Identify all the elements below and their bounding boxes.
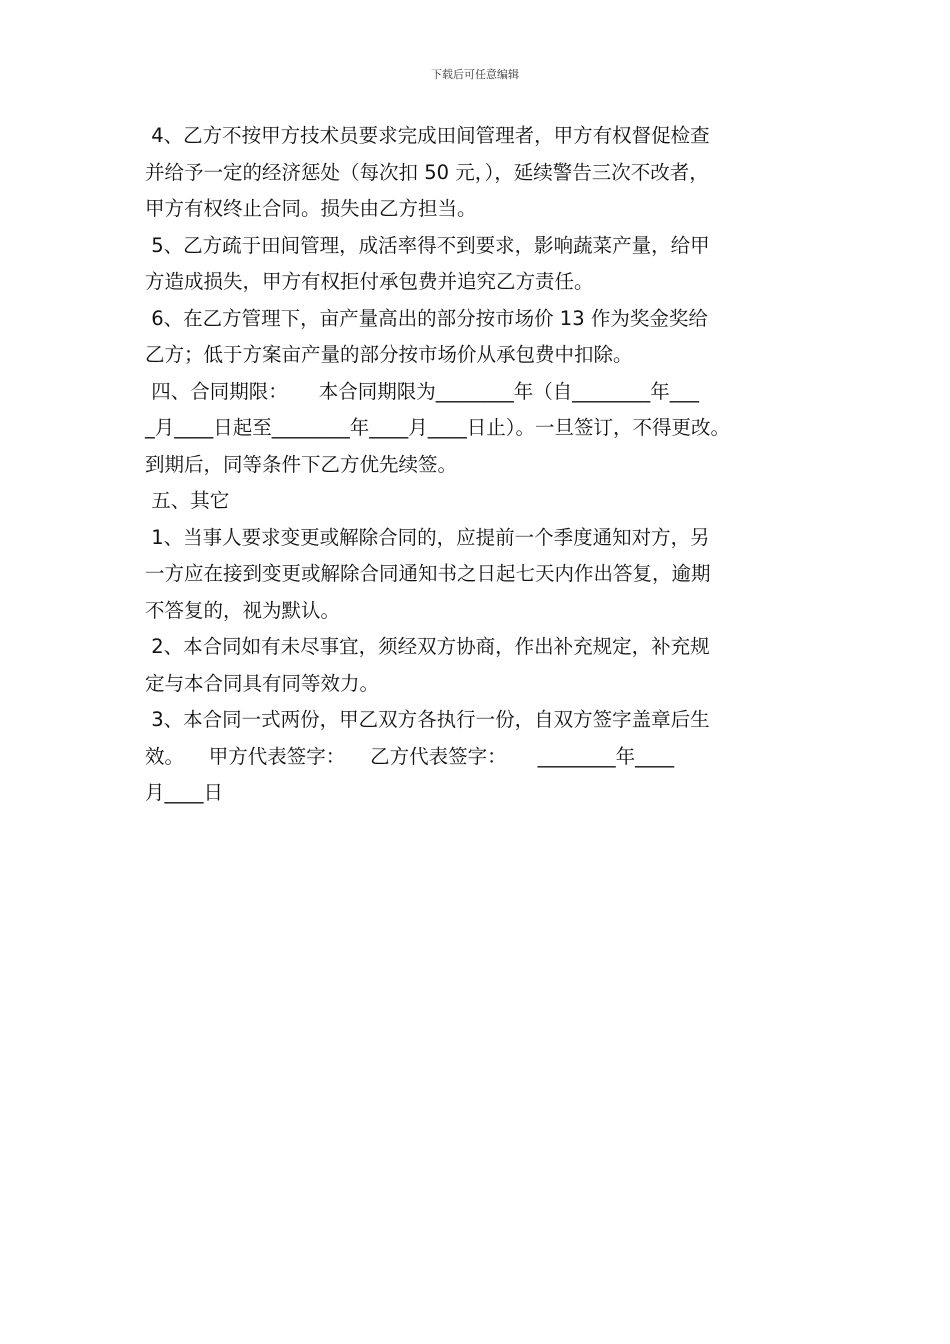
paragraph-line: 到期后，同等条件下乙方优先续签。 [145,452,458,476]
paragraph-line: 不答复的，视为默认。 [145,598,341,622]
paragraph-line: 并给予一定的经济惩处（每次扣 50 元，），延续警告三次不改者， [145,160,709,184]
paragraph-line: 6、在乙方管理下，亩产量高出的部分按市场价 13 作为奖金奖给 [145,306,708,330]
paragraph-line: 甲方有权终止合同。损失由乙方担当。 [145,197,477,220]
paragraph-line: 4、乙方不按甲方技术员要求完成田间管理者，甲方有权督促检查 [145,124,710,147]
date-line: 月____日 [145,781,224,804]
paragraph-line: _月____日起至________年____月____日止）。一旦签订，不得更改。 [145,416,731,439]
paragraph-line: 5、乙方疏于田间管理，成活率得不到要求，影响蔬菜产量，给甲 [145,233,710,257]
paragraph-line: 一方应在接到变更或解除合同通知书之日起七天内作出答复，逾期 [145,562,711,585]
signature-line: 效。 甲方代表签字： 乙方代表签字： ________年____ [145,744,675,768]
paragraph-line: 定与本合同具有同等效力。 [145,671,380,695]
paragraph-line: 3、本合同一式两份，甲乙双方各执行一份，自双方签字盖章后生 [145,708,710,731]
paragraph-line: 2、本合同如有未尽事宜，须经双方协商，作出补充规定，补充规 [145,635,710,658]
document-body [145,118,825,812]
page-header: 下载后可任意编辑 [431,68,519,81]
section-heading: 五、其它 [145,489,230,512]
paragraph-line: 方造成损失，甲方有权拒付承包费并追究乙方责任。 [145,270,594,293]
paragraph-line: 四、合同期限： 本合同期限为________年（自________年___ [145,379,699,403]
paragraph-line: 乙方；低于方案亩产量的部分按市场价从承包费中扣除。 [145,343,633,366]
paragraph-line: 1、当事人要求变更或解除合同的，应提前一个季度通知对方，另 [145,525,710,549]
